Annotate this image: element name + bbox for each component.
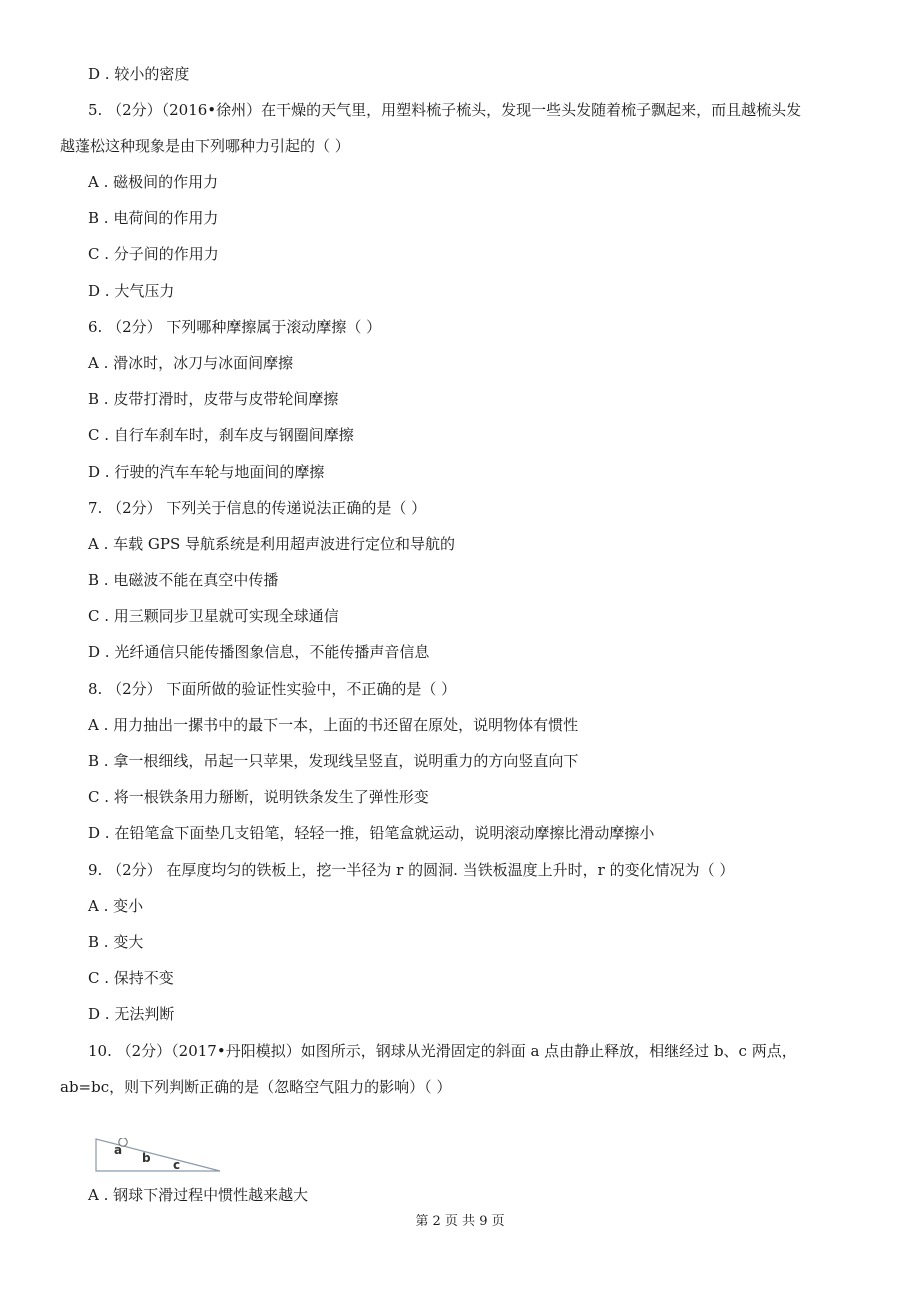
point-a-label: a <box>114 1143 123 1157</box>
q7-option-c: C . 用三颗同步卫星就可实现全球通信 <box>88 607 339 625</box>
q8-option-d: D . 在铅笔盒下面垫几支铅笔，轻轻一推，铅笔盒就运动，说明滚动摩擦比滑动摩擦小 <box>88 824 655 842</box>
page-footer: 第 2 页 共 9 页 <box>415 1214 505 1229</box>
q7-option-d: D . 光纤通信只能传播图象信息，不能传播声音信息 <box>88 643 430 661</box>
q9-option-b: B . 变大 <box>88 933 144 951</box>
q5-option-b: B . 电荷间的作用力 <box>88 209 219 227</box>
q8-option-a: A . 用力抽出一摞书中的最下一本，上面的书还留在原处，说明物体有惯性 <box>88 716 579 734</box>
q6-option-c: C . 自行车刹车时，刹车皮与钢圈间摩擦 <box>88 426 354 444</box>
q6-option-b: B . 皮带打滑时，皮带与皮带轮间摩擦 <box>88 390 339 408</box>
point-b-label: b <box>142 1151 151 1165</box>
q6-option-d: D . 行驶的汽车车轮与地面间的摩擦 <box>88 463 325 481</box>
q10-option-a: A . 钢球下滑过程中惯性越来越大 <box>88 1186 309 1204</box>
q9-option-d: D . 无法判断 <box>88 1005 175 1023</box>
q7-option-b: B . 电磁波不能在真空中传播 <box>88 571 279 589</box>
point-c-label: c <box>173 1158 181 1172</box>
q7-stem: 7. （2分） 下列关于信息的传递说法正确的是（ ） <box>88 499 427 517</box>
q9-option-a: A . 变小 <box>88 897 144 915</box>
q6-option-a: A . 滑冰时，冰刀与冰面间摩擦 <box>88 354 294 372</box>
q5-stem-line2: 越蓬松这种现象是由下列哪种力引起的（ ） <box>60 137 350 155</box>
q8-stem: 8. （2分） 下面所做的验证性实验中，不正确的是（ ） <box>88 680 457 698</box>
q10-stem-line1: 10. （2分）（2017•丹阳模拟）如图所示，钢球从光滑固定的斜面 a 点由静止释放，相继经过 b、c 两点， <box>88 1042 797 1060</box>
q5-option-d: D . 大气压力 <box>88 282 175 300</box>
q9-stem: 9. （2分） 在厚度均匀的铁板上，挖一半径为 r 的圆洞. 当铁板温度上升时，r 的变化情况为（ ） <box>88 861 735 879</box>
q5-option-a: A . 磁极间的作用力 <box>88 173 219 191</box>
q9-option-c: C . 保持不变 <box>88 969 174 987</box>
q7-option-a: A . 车载 GPS 导航系统是利用超声波进行定位和导航的 <box>88 535 456 553</box>
q10-stem-line2: ab=bc，则下列判断正确的是（忽略空气阻力的影响）（ ） <box>60 1078 452 1096</box>
q8-option-c: C . 将一根铁条用力掰断，说明铁条发生了弹性形变 <box>88 788 429 806</box>
q5-option-c: C . 分子间的作用力 <box>88 245 219 263</box>
q6-stem: 6. （2分） 下列哪种摩擦属于滚动摩擦（ ） <box>88 318 382 336</box>
q5-stem-line1: 5. （2分）（2016•徐州）在干燥的天气里，用塑料梳子梳头，发现一些头发随着梳子飘起来，而且越梳头发 <box>88 101 802 119</box>
incline-figure <box>94 1138 222 1172</box>
q8-option-b: B . 拿一根细线，吊起一只苹果，发现线呈竖直，说明重力的方向竖直向下 <box>88 752 579 770</box>
q4-option-d: D . 较小的密度 <box>88 65 190 83</box>
